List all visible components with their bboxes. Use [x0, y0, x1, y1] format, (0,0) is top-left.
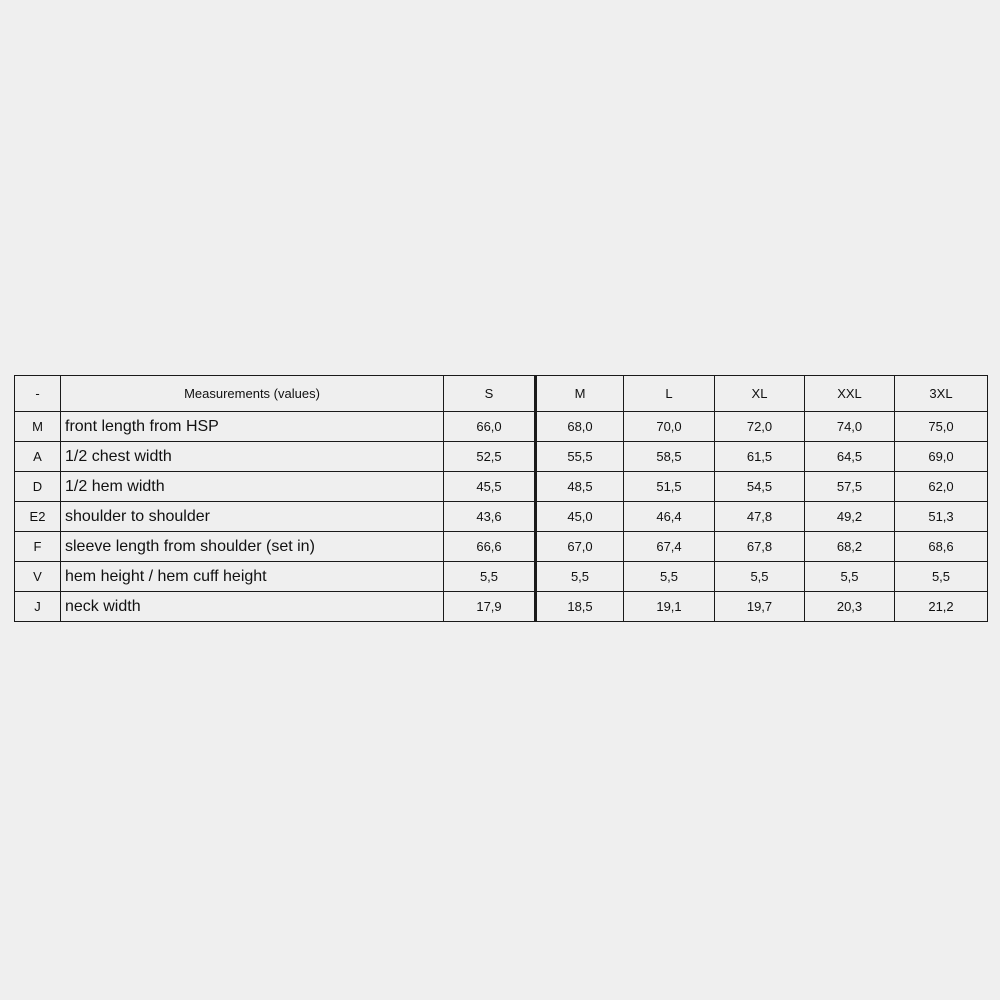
header-size-s: S: [444, 376, 536, 412]
value-cell-3xl: 21,2: [895, 592, 988, 622]
table-row: [15, 562, 988, 592]
value-cell-s: 52,5: [444, 442, 536, 472]
value-cell-m: 67,0: [536, 532, 624, 562]
size-chart-table: [14, 375, 988, 622]
value-cell-s: 5,5: [444, 562, 536, 592]
header-code: -: [15, 376, 61, 412]
value-cell-s: 17,9: [444, 592, 536, 622]
table-row: [15, 502, 988, 532]
value-cell-m: 48,5: [536, 472, 624, 502]
value-cell-l: 70,0: [624, 412, 715, 442]
value-cell-xxl: 5,5: [805, 562, 895, 592]
row-code: A: [15, 442, 61, 472]
value-cell-l: 51,5: [624, 472, 715, 502]
header-row: [15, 376, 988, 412]
value-cell-s: 45,5: [444, 472, 536, 502]
value-cell-l: 58,5: [624, 442, 715, 472]
row-measurement-label: neck width: [61, 592, 444, 622]
value-cell-xxl: 64,5: [805, 442, 895, 472]
header-size-xxl: XXL: [805, 376, 895, 412]
row-measurement-label: sleeve length from shoulder (set in): [61, 532, 444, 562]
value-cell-l: 46,4: [624, 502, 715, 532]
row-code: J: [15, 592, 61, 622]
row-code: D: [15, 472, 61, 502]
value-cell-m: 18,5: [536, 592, 624, 622]
value-cell-s: 66,6: [444, 532, 536, 562]
value-cell-l: 5,5: [624, 562, 715, 592]
value-cell-m: 55,5: [536, 442, 624, 472]
value-cell-3xl: 51,3: [895, 502, 988, 532]
table-body: [15, 412, 988, 622]
value-cell-xl: 19,7: [715, 592, 805, 622]
table-row: [15, 442, 988, 472]
value-cell-s: 66,0: [444, 412, 536, 442]
header-size-l: L: [624, 376, 715, 412]
row-code: V: [15, 562, 61, 592]
value-cell-xxl: 57,5: [805, 472, 895, 502]
value-cell-xxl: 20,3: [805, 592, 895, 622]
value-cell-xl: 67,8: [715, 532, 805, 562]
row-measurement-label: 1/2 chest width: [61, 442, 444, 472]
value-cell-m: 68,0: [536, 412, 624, 442]
header-size-xl: XL: [715, 376, 805, 412]
value-cell-xl: 5,5: [715, 562, 805, 592]
row-measurement-label: hem height / hem cuff height: [61, 562, 444, 592]
header-size-3xl: 3XL: [895, 376, 988, 412]
value-cell-3xl: 69,0: [895, 442, 988, 472]
value-cell-3xl: 62,0: [895, 472, 988, 502]
value-cell-m: 5,5: [536, 562, 624, 592]
row-code: M: [15, 412, 61, 442]
header-size-m: M: [536, 376, 624, 412]
row-measurement-label: shoulder to shoulder: [61, 502, 444, 532]
row-code: F: [15, 532, 61, 562]
value-cell-l: 19,1: [624, 592, 715, 622]
value-cell-xxl: 68,2: [805, 532, 895, 562]
table-header: [15, 376, 988, 412]
value-cell-3xl: 68,6: [895, 532, 988, 562]
value-cell-3xl: 5,5: [895, 562, 988, 592]
value-cell-xl: 47,8: [715, 502, 805, 532]
header-measurements: Measurements (values): [61, 376, 444, 412]
row-code: E2: [15, 502, 61, 532]
value-cell-xxl: 49,2: [805, 502, 895, 532]
value-cell-xl: 54,5: [715, 472, 805, 502]
row-measurement-label: front length from HSP: [61, 412, 444, 442]
value-cell-s: 43,6: [444, 502, 536, 532]
table-row: [15, 472, 988, 502]
value-cell-xxl: 74,0: [805, 412, 895, 442]
value-cell-xl: 61,5: [715, 442, 805, 472]
value-cell-3xl: 75,0: [895, 412, 988, 442]
table-row: [15, 412, 988, 442]
table-row: [15, 532, 988, 562]
value-cell-l: 67,4: [624, 532, 715, 562]
table-row: [15, 592, 988, 622]
row-measurement-label: 1/2 hem width: [61, 472, 444, 502]
value-cell-m: 45,0: [536, 502, 624, 532]
value-cell-xl: 72,0: [715, 412, 805, 442]
